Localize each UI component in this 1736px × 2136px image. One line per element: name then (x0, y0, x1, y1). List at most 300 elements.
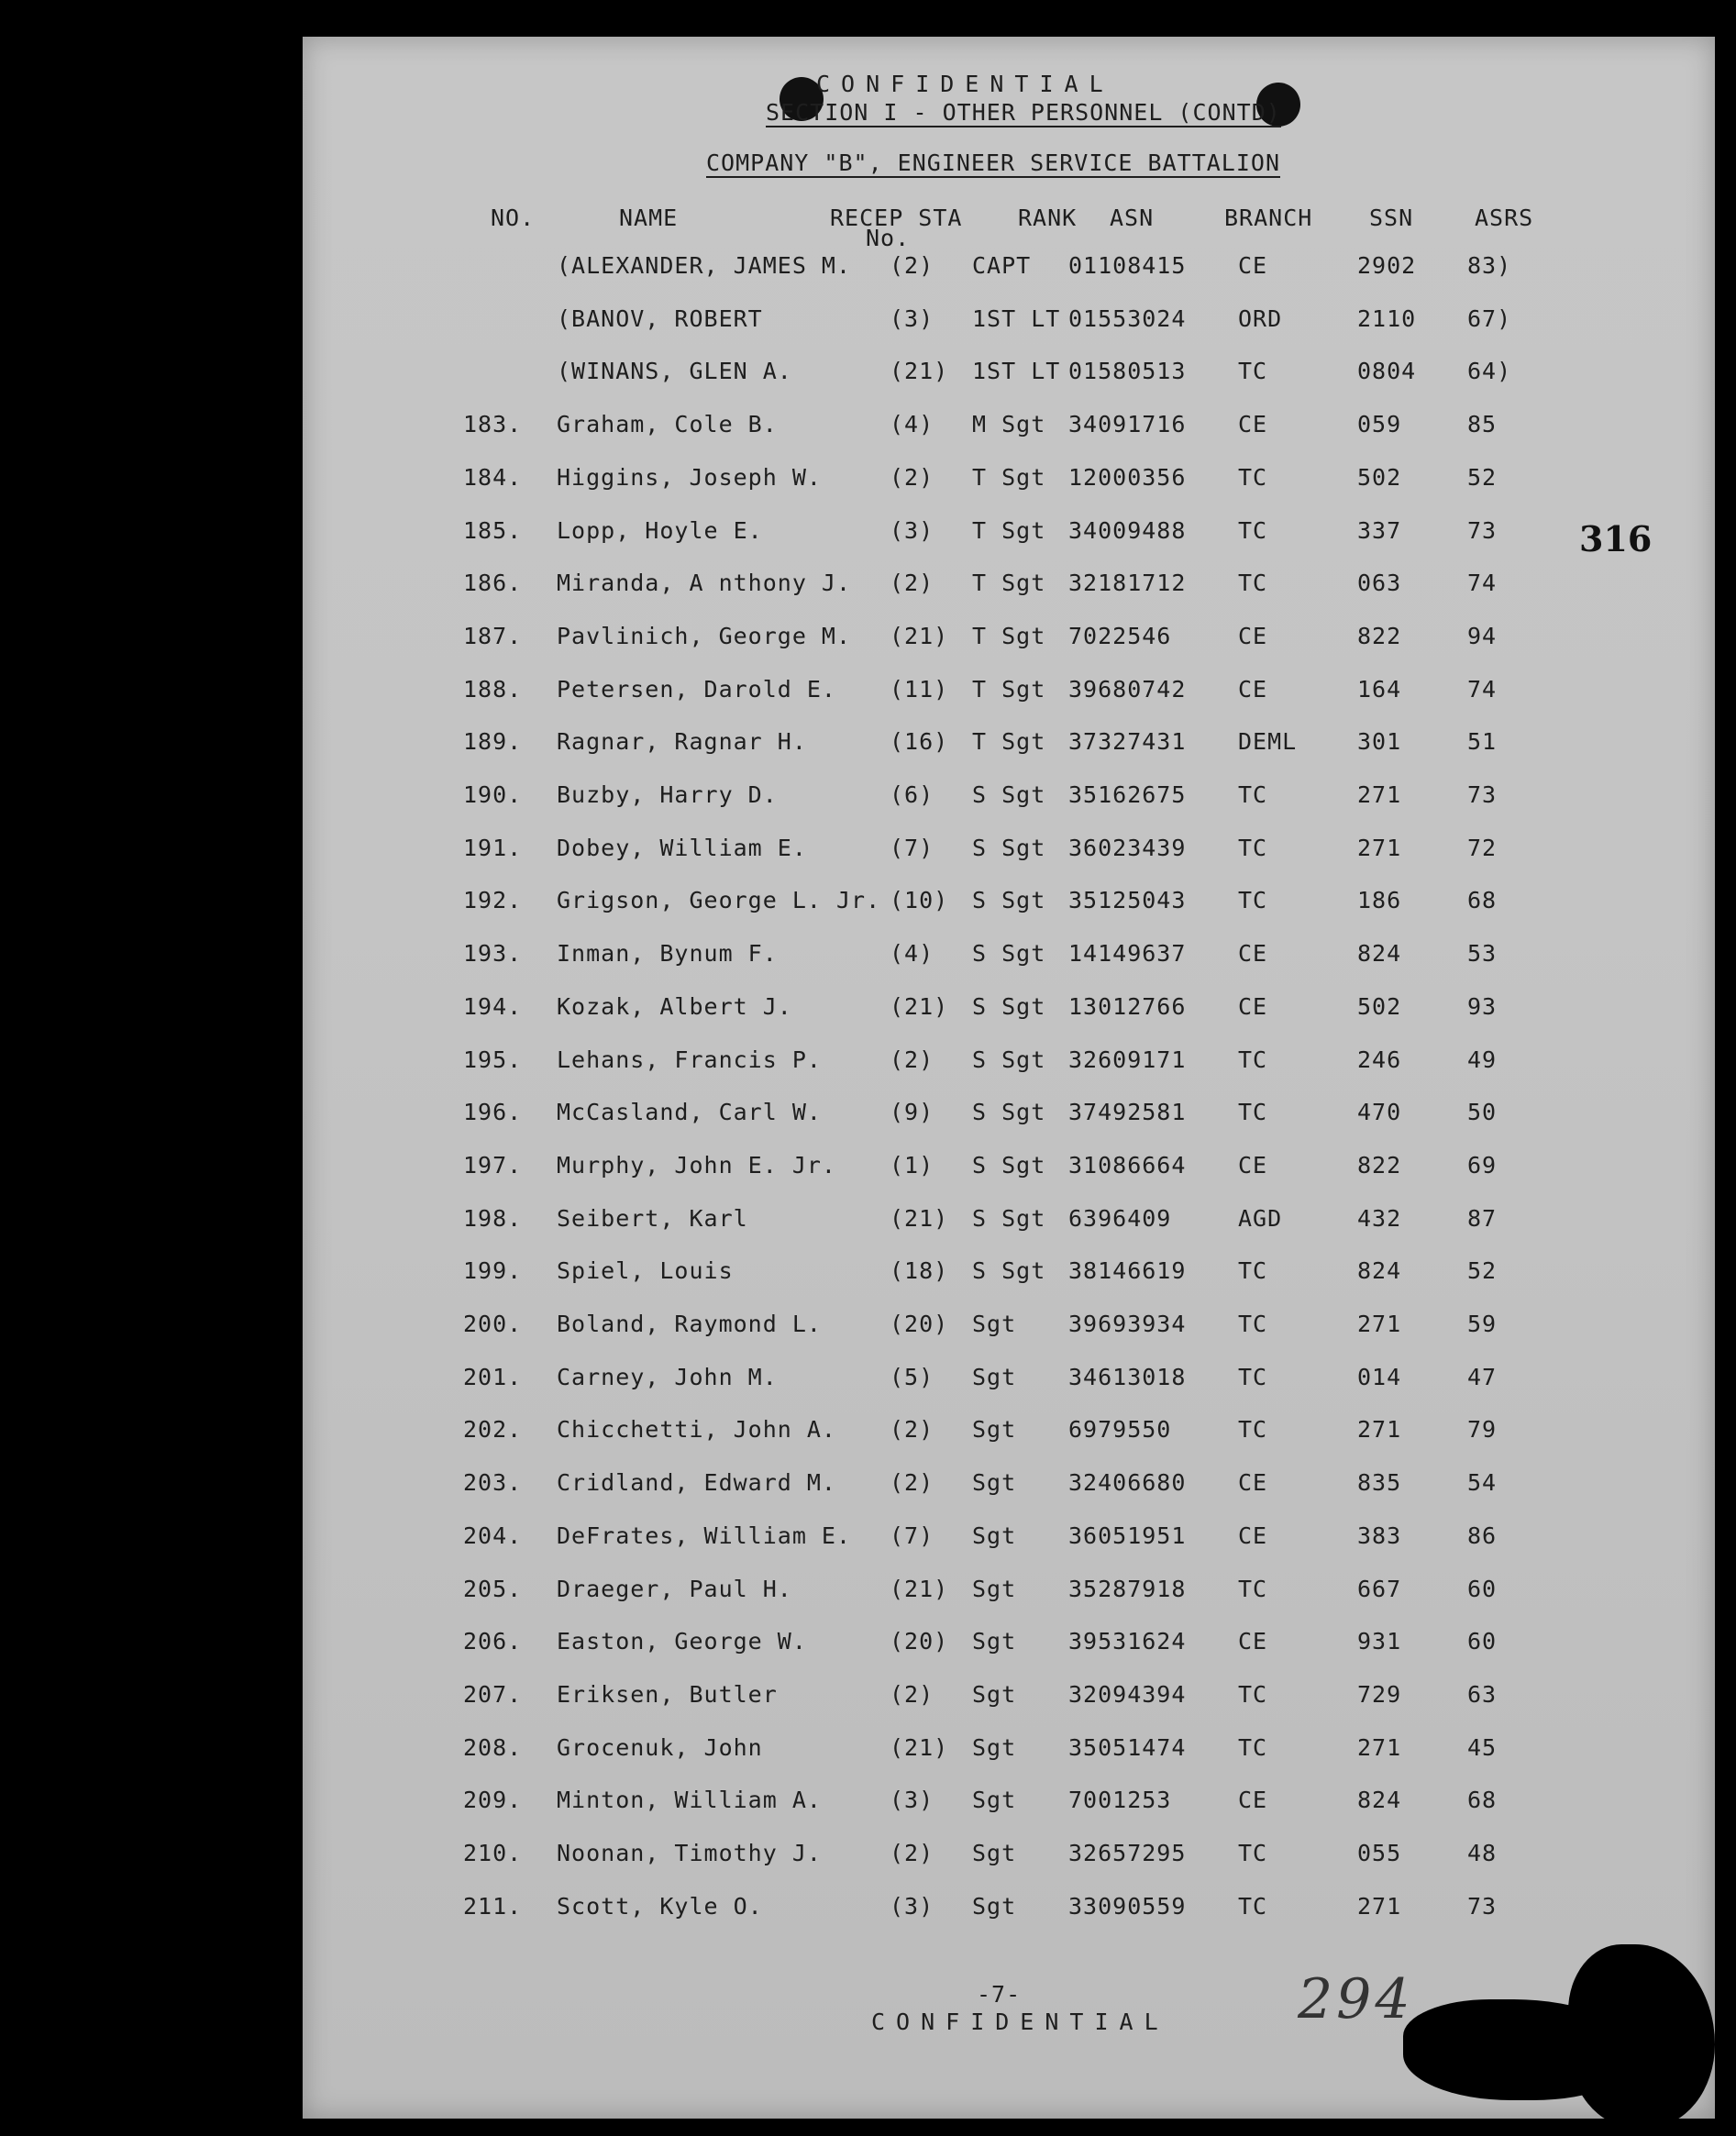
cell-ssn: 271 (1357, 1311, 1402, 1337)
cell-asn: 34613018 (1068, 1363, 1187, 1390)
cell-sta: (16) (890, 728, 949, 756)
cell-branch: TC (1238, 1416, 1268, 1444)
cell-branch: TC (1238, 463, 1268, 491)
cell-branch: DEML (1238, 728, 1298, 756)
cell-name: Grocenuk, John (557, 1733, 763, 1761)
cell-sta: (9) (890, 1099, 934, 1126)
cell-rank: T Sgt (972, 728, 1046, 756)
cell-ssn: 502 (1357, 992, 1402, 1020)
cell-rank: CAPT (972, 252, 1032, 279)
cell-rank: S Sgt (972, 1099, 1046, 1126)
cell-rank: M Sgt (972, 411, 1046, 438)
cell-name: Carney, John M. (557, 1363, 778, 1390)
cell-sta: (21) (890, 1733, 949, 1761)
cell-rank: Sgt (972, 1311, 1017, 1337)
footer-classification: CONFIDENTIAL (871, 2009, 1169, 2035)
table-row (303, 1840, 1715, 1876)
cell-branch: CE (1238, 622, 1268, 649)
table-row (303, 1205, 1715, 1242)
cell-sta: (20) (890, 1311, 949, 1337)
cell-branch: TC (1238, 1733, 1268, 1761)
col-no: NO. (491, 205, 536, 231)
cell-ssn: 271 (1357, 1892, 1402, 1920)
table-row (303, 1628, 1715, 1665)
cell-rank: S Sgt (972, 1204, 1046, 1232)
cell-sta: (3) (890, 516, 934, 544)
cell-rank: S Sgt (972, 834, 1046, 861)
cell-asrs: 87 (1467, 1204, 1498, 1232)
header-classification: CONFIDENTIAL (816, 71, 1114, 97)
cell-sta: (6) (890, 781, 934, 808)
torn-edge (1568, 1944, 1715, 2128)
cell-asn: 32609171 (1068, 1046, 1187, 1073)
cell-no: 206. (463, 1628, 523, 1655)
cell-name: Higgins, Joseph W. (557, 463, 822, 491)
cell-ssn: 824 (1357, 940, 1402, 968)
cell-no: 211. (463, 1892, 523, 1920)
cell-asrs: 74 (1467, 675, 1498, 703)
cell-sta: (21) (890, 358, 949, 385)
cell-branch: TC (1238, 1840, 1268, 1866)
cell-rank: Sgt (972, 1628, 1017, 1655)
table-row (303, 1576, 1715, 1612)
table-row (303, 1469, 1715, 1506)
col-branch: BRANCH (1224, 205, 1313, 231)
cell-asn: 01108415 (1068, 252, 1187, 279)
cell-no: 201. (463, 1363, 523, 1390)
cell-name: Pavlinich, George M. (557, 622, 852, 649)
table-row (303, 1893, 1715, 1930)
cell-name: Boland, Raymond L. (557, 1311, 822, 1337)
cell-ssn: 186 (1357, 887, 1402, 914)
cell-rank: Sgt (972, 1680, 1017, 1708)
table-row (303, 781, 1715, 818)
cell-ssn: 301 (1357, 728, 1402, 756)
cell-asrs: 94 (1467, 622, 1498, 649)
cell-ssn: 2902 (1357, 252, 1417, 279)
cell-sta: (4) (890, 411, 934, 438)
cell-name: McCasland, Carl W. (557, 1099, 822, 1126)
cell-asrs: 68 (1467, 887, 1498, 914)
header-section: SECTION I - OTHER PERSONNEL (CONTD) (766, 99, 1281, 126)
cell-no: 197. (463, 1151, 523, 1179)
cell-branch: TC (1238, 1892, 1268, 1920)
cell-asrs: 85 (1467, 411, 1498, 438)
cell-no: 202. (463, 1416, 523, 1444)
cell-ssn: 271 (1357, 1416, 1402, 1444)
cell-rank: S Sgt (972, 940, 1046, 968)
table-row (303, 411, 1715, 448)
cell-no: 205. (463, 1575, 523, 1602)
cell-sta: (20) (890, 1628, 949, 1655)
cell-branch: TC (1238, 781, 1268, 808)
cell-name: Grigson, George L. Jr. (557, 887, 881, 914)
cell-rank: 1ST LT (972, 358, 1061, 385)
col-rank: RANK (1018, 205, 1078, 231)
cell-name: Chicchetti, John A. (557, 1416, 836, 1444)
cell-no: 184. (463, 463, 523, 491)
cell-ssn: 271 (1357, 781, 1402, 808)
cell-name: Easton, George W. (557, 1628, 807, 1655)
cell-ssn: 271 (1357, 1733, 1402, 1761)
cell-rank: S Sgt (972, 992, 1046, 1020)
cell-sta: (18) (890, 1257, 949, 1285)
cell-no: 207. (463, 1680, 523, 1708)
cell-branch: CE (1238, 992, 1268, 1020)
cell-sta: (2) (890, 1046, 934, 1073)
cell-branch: CE (1238, 411, 1268, 438)
cell-no: 188. (463, 675, 523, 703)
cell-no: 187. (463, 622, 523, 649)
cell-no: 190. (463, 781, 523, 808)
cell-ssn: 432 (1357, 1204, 1402, 1232)
cell-rank: Sgt (972, 1363, 1017, 1390)
cell-asrs: 67) (1467, 304, 1512, 332)
cell-asrs: 72 (1467, 834, 1498, 861)
table-row (303, 1257, 1715, 1294)
cell-rank: S Sgt (972, 1257, 1046, 1285)
handwritten-page-number: 294 (1298, 1967, 1414, 2031)
cell-branch: TC (1238, 1575, 1268, 1602)
cell-asrs: 83) (1467, 252, 1512, 279)
cell-asn: 36023439 (1068, 834, 1187, 861)
cell-asrs: 86 (1467, 1522, 1498, 1549)
cell-name: Kozak, Albert J. (557, 992, 792, 1020)
cell-sta: (7) (890, 1522, 934, 1549)
col-recep-no: No. (866, 225, 911, 251)
cell-rank: T Sgt (972, 463, 1046, 491)
cell-asn: 39531624 (1068, 1628, 1187, 1655)
cell-no: 210. (463, 1840, 523, 1866)
cell-asn: 01553024 (1068, 304, 1187, 332)
cell-ssn: 383 (1357, 1522, 1402, 1549)
cell-sta: (21) (890, 1204, 949, 1232)
cell-asn: 39693934 (1068, 1311, 1187, 1337)
cell-branch: CE (1238, 1628, 1268, 1655)
table-row (303, 1311, 1715, 1347)
cell-name: Ragnar, Ragnar H. (557, 728, 807, 756)
cell-rank: Sgt (972, 1522, 1017, 1549)
cell-rank: T Sgt (972, 675, 1046, 703)
cell-branch: TC (1238, 1311, 1268, 1337)
cell-name: DeFrates, William E. (557, 1522, 852, 1549)
cell-no: 192. (463, 887, 523, 914)
cell-branch: ORD (1238, 304, 1283, 332)
cell-sta: (21) (890, 1575, 949, 1602)
cell-no: 191. (463, 834, 523, 861)
table-row (303, 305, 1715, 342)
cell-name: (ALEXANDER, JAMES M. (557, 252, 852, 279)
cell-sta: (2) (890, 252, 934, 279)
cell-asrs: 60 (1467, 1575, 1498, 1602)
cell-sta: (2) (890, 570, 934, 597)
table-row (303, 993, 1715, 1030)
cell-sta: (2) (890, 1416, 934, 1444)
cell-ssn: 822 (1357, 1151, 1402, 1179)
cell-rank: Sgt (972, 1787, 1017, 1814)
table-row (303, 517, 1715, 554)
cell-asn: 37492581 (1068, 1099, 1187, 1126)
cell-rank: T Sgt (972, 570, 1046, 597)
cell-no: 209. (463, 1787, 523, 1814)
cell-asn: 35162675 (1068, 781, 1187, 808)
cell-no: 185. (463, 516, 523, 544)
cell-asn: 36051951 (1068, 1522, 1187, 1549)
col-asrs: ASRS (1475, 205, 1534, 231)
cell-rank: Sgt (972, 1892, 1017, 1920)
cell-sta: (10) (890, 887, 949, 914)
cell-rank: 1ST LT (972, 304, 1061, 332)
cell-asrs: 50 (1467, 1099, 1498, 1126)
cell-sta: (7) (890, 834, 934, 861)
cell-sta: (11) (890, 675, 949, 703)
cell-asn: 34091716 (1068, 411, 1187, 438)
cell-asn: 33090559 (1068, 1892, 1187, 1920)
cell-asn: 32406680 (1068, 1469, 1187, 1497)
cell-branch: TC (1238, 516, 1268, 544)
cell-name: Graham, Cole B. (557, 411, 778, 438)
cell-ssn: 063 (1357, 570, 1402, 597)
cell-rank: T Sgt (972, 622, 1046, 649)
stamped-number: 316 (1579, 518, 1653, 559)
cell-ssn: 059 (1357, 411, 1402, 438)
header-unit: COMPANY "B", ENGINEER SERVICE BATTALION (706, 149, 1280, 176)
cell-name: (WINANS, GLEN A. (557, 358, 792, 385)
cell-branch: TC (1238, 1363, 1268, 1390)
cell-sta: (1) (890, 1151, 934, 1179)
cell-asrs: 64) (1467, 358, 1512, 385)
document-page (303, 37, 1715, 2119)
cell-asrs: 59 (1467, 1311, 1498, 1337)
cell-branch: CE (1238, 940, 1268, 968)
cell-rank: S Sgt (972, 1046, 1046, 1073)
table-row (303, 570, 1715, 606)
footer-page-number: -7- (977, 1981, 1022, 2008)
cell-branch: TC (1238, 358, 1268, 385)
cell-asrs: 52 (1467, 463, 1498, 491)
cell-asrs: 93 (1467, 992, 1498, 1020)
cell-sta: (21) (890, 622, 949, 649)
cell-sta: (3) (890, 1892, 934, 1920)
cell-rank: T Sgt (972, 516, 1046, 544)
table-row (303, 1787, 1715, 1823)
table-row (303, 1364, 1715, 1400)
cell-asn: 34009488 (1068, 516, 1187, 544)
cell-ssn: 502 (1357, 463, 1402, 491)
cell-name: Noonan, Timothy J. (557, 1840, 822, 1866)
cell-sta: (2) (890, 1840, 934, 1866)
table-row (303, 1046, 1715, 1083)
cell-asn: 7001253 (1068, 1787, 1172, 1814)
col-asn: ASN (1110, 205, 1155, 231)
cell-asrs: 60 (1467, 1628, 1498, 1655)
cell-asn: 7022546 (1068, 622, 1172, 649)
cell-asrs: 54 (1467, 1469, 1498, 1497)
cell-sta: (21) (890, 992, 949, 1020)
cell-branch: CE (1238, 1469, 1268, 1497)
cell-asn: 35051474 (1068, 1733, 1187, 1761)
cell-asn: 01580513 (1068, 358, 1187, 385)
cell-asrs: 47 (1467, 1363, 1498, 1390)
table-row (303, 1681, 1715, 1718)
cell-asn: 32181712 (1068, 570, 1187, 597)
cell-sta: (3) (890, 1787, 934, 1814)
cell-asrs: 49 (1467, 1046, 1498, 1073)
table-row (303, 835, 1715, 871)
cell-ssn: 271 (1357, 834, 1402, 861)
cell-name: (BANOV, ROBERT (557, 304, 763, 332)
cell-asn: 13012766 (1068, 992, 1187, 1020)
cell-rank: Sgt (972, 1469, 1017, 1497)
col-name: NAME (619, 205, 679, 231)
cell-sta: (4) (890, 940, 934, 968)
cell-ssn: 824 (1357, 1787, 1402, 1814)
cell-asrs: 73 (1467, 516, 1498, 544)
cell-asrs: 51 (1467, 728, 1498, 756)
table-row (303, 1152, 1715, 1189)
cell-rank: Sgt (972, 1416, 1017, 1444)
cell-ssn: 729 (1357, 1680, 1402, 1708)
table-row (303, 1522, 1715, 1559)
cell-no: 203. (463, 1469, 523, 1497)
cell-ssn: 337 (1357, 516, 1402, 544)
cell-name: Lopp, Hoyle E. (557, 516, 763, 544)
cell-name: Scott, Kyle O. (557, 1892, 763, 1920)
cell-asrs: 68 (1467, 1787, 1498, 1814)
cell-ssn: 0804 (1357, 358, 1417, 385)
cell-name: Cridland, Edward M. (557, 1469, 836, 1497)
cell-name: Miranda, A nthony J. (557, 570, 852, 597)
cell-name: Inman, Bynum F. (557, 940, 778, 968)
cell-no: 208. (463, 1733, 523, 1761)
cell-branch: CE (1238, 1787, 1268, 1814)
cell-asn: 35125043 (1068, 887, 1187, 914)
cell-branch: TC (1238, 834, 1268, 861)
cell-branch: TC (1238, 1099, 1268, 1126)
cell-asrs: 63 (1467, 1680, 1498, 1708)
cell-branch: CE (1238, 1151, 1268, 1179)
table-row (303, 623, 1715, 659)
cell-asn: 6396409 (1068, 1204, 1172, 1232)
cell-asn: 37327431 (1068, 728, 1187, 756)
cell-asrs: 45 (1467, 1733, 1498, 1761)
cell-ssn: 246 (1357, 1046, 1402, 1073)
cell-asrs: 48 (1467, 1840, 1498, 1866)
cell-ssn: 667 (1357, 1575, 1402, 1602)
col-recep-sta: RECEP STA (830, 205, 963, 231)
table-row (303, 358, 1715, 394)
cell-no: 196. (463, 1099, 523, 1126)
cell-name: Murphy, John E. Jr. (557, 1151, 836, 1179)
cell-no: 193. (463, 940, 523, 968)
cell-asn: 38146619 (1068, 1257, 1187, 1285)
cell-branch: TC (1238, 887, 1268, 914)
table-row (303, 887, 1715, 924)
cell-asrs: 73 (1467, 781, 1498, 808)
table-row (303, 1099, 1715, 1135)
cell-ssn: 931 (1357, 1628, 1402, 1655)
cell-sta: (2) (890, 463, 934, 491)
cell-branch: CE (1238, 675, 1268, 703)
cell-branch: CE (1238, 1522, 1268, 1549)
cell-rank: S Sgt (972, 1151, 1046, 1179)
table-row (303, 1734, 1715, 1771)
cell-asn: 6979550 (1068, 1416, 1172, 1444)
cell-no: 198. (463, 1204, 523, 1232)
cell-name: Draeger, Paul H. (557, 1575, 792, 1602)
cell-name: Spiel, Louis (557, 1257, 734, 1285)
table-row (303, 1416, 1715, 1453)
cell-name: Minton, William A. (557, 1787, 822, 1814)
cell-ssn: 055 (1357, 1840, 1402, 1866)
cell-sta: (2) (890, 1680, 934, 1708)
cell-asrs: 74 (1467, 570, 1498, 597)
cell-name: Eriksen, Butler (557, 1680, 778, 1708)
cell-asrs: 73 (1467, 1892, 1498, 1920)
cell-sta: (2) (890, 1469, 934, 1497)
table-row (303, 252, 1715, 289)
cell-rank: S Sgt (972, 781, 1046, 808)
cell-branch: AGD (1238, 1204, 1283, 1232)
cell-branch: TC (1238, 570, 1268, 597)
col-ssn: SSN (1369, 205, 1414, 231)
cell-no: 200. (463, 1311, 523, 1337)
cell-asn: 12000356 (1068, 463, 1187, 491)
cell-ssn: 2110 (1357, 304, 1417, 332)
cell-asn: 35287918 (1068, 1575, 1187, 1602)
cell-ssn: 164 (1357, 675, 1402, 703)
table-row (303, 940, 1715, 977)
cell-rank: Sgt (972, 1733, 1017, 1761)
cell-ssn: 824 (1357, 1257, 1402, 1285)
cell-rank: S Sgt (972, 887, 1046, 914)
cell-asn: 14149637 (1068, 940, 1187, 968)
cell-asrs: 79 (1467, 1416, 1498, 1444)
table-row (303, 728, 1715, 765)
table-row (303, 676, 1715, 713)
cell-branch: TC (1238, 1257, 1268, 1285)
table-row (303, 464, 1715, 501)
cell-asn: 31086664 (1068, 1151, 1187, 1179)
cell-name: Petersen, Darold E. (557, 675, 836, 703)
cell-ssn: 835 (1357, 1469, 1402, 1497)
cell-asn: 32094394 (1068, 1680, 1187, 1708)
cell-ssn: 014 (1357, 1363, 1402, 1390)
cell-name: Seibert, Karl (557, 1204, 748, 1232)
cell-no: 199. (463, 1257, 523, 1285)
cell-name: Buzby, Harry D. (557, 781, 778, 808)
cell-sta: (3) (890, 304, 934, 332)
cell-asn: 39680742 (1068, 675, 1187, 703)
cell-no: 186. (463, 570, 523, 597)
cell-sta: (5) (890, 1363, 934, 1390)
cell-asrs: 69 (1467, 1151, 1498, 1179)
cell-ssn: 470 (1357, 1099, 1402, 1126)
cell-no: 189. (463, 728, 523, 756)
cell-no: 194. (463, 992, 523, 1020)
cell-name: Dobey, William E. (557, 834, 807, 861)
cell-rank: Sgt (972, 1840, 1017, 1866)
cell-rank: Sgt (972, 1575, 1017, 1602)
cell-asrs: 53 (1467, 940, 1498, 968)
cell-branch: TC (1238, 1680, 1268, 1708)
cell-asn: 32657295 (1068, 1840, 1187, 1866)
cell-name: Lehans, Francis P. (557, 1046, 822, 1073)
cell-no: 195. (463, 1046, 523, 1073)
cell-branch: CE (1238, 252, 1268, 279)
cell-branch: TC (1238, 1046, 1268, 1073)
cell-asrs: 52 (1467, 1257, 1498, 1285)
